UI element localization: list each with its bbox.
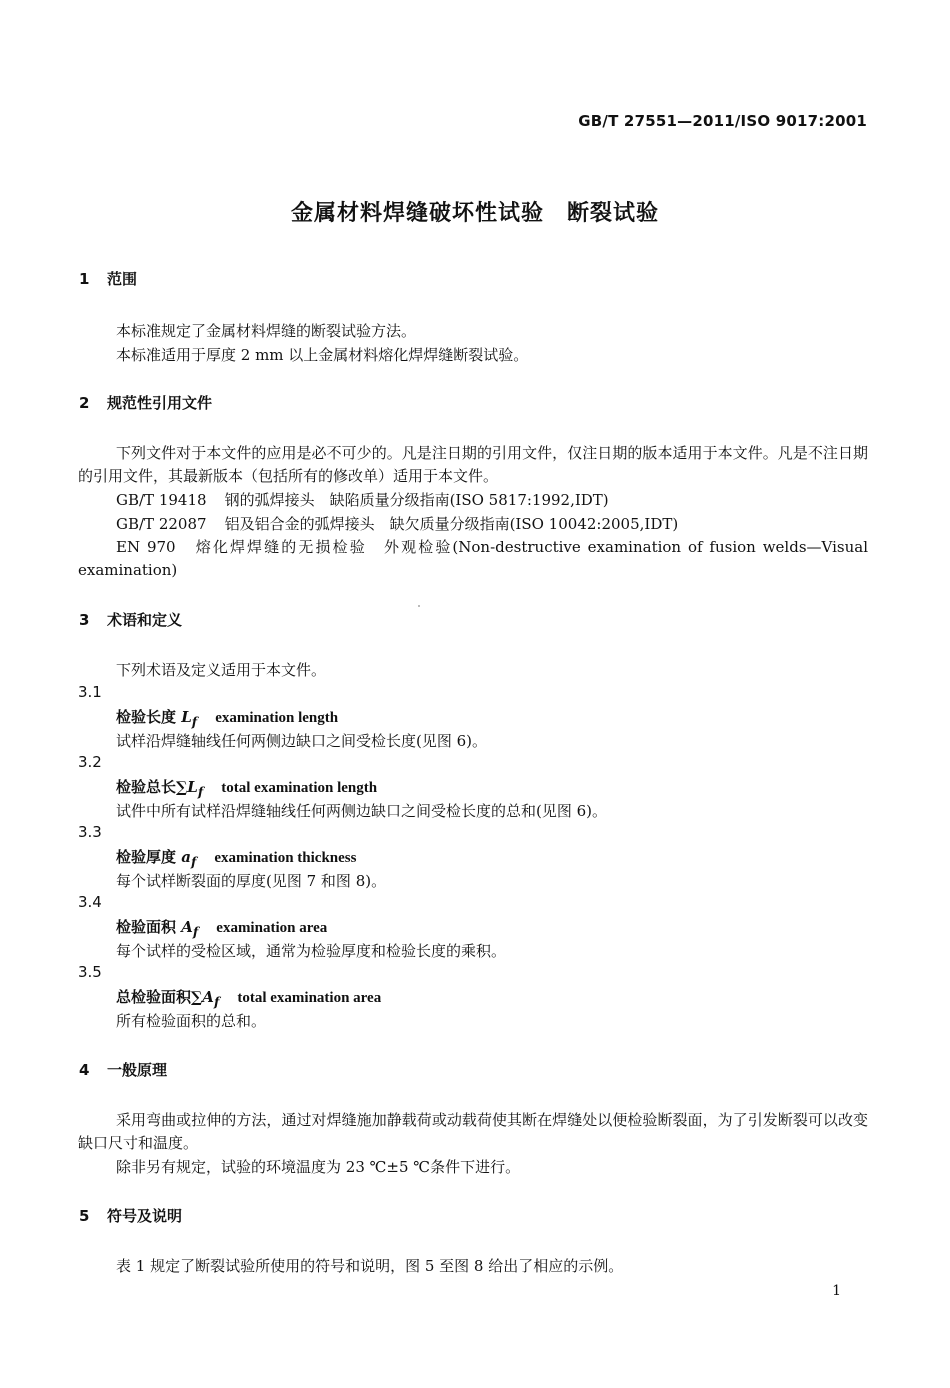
section-title: 符号及说明 — [107, 1207, 183, 1225]
reference-item — [116, 489, 609, 510]
term-heading — [116, 776, 377, 799]
paragraph: 本标准适用于厚度 2 mm 以上金属材料熔化焊焊缝断裂试验。 — [116, 346, 529, 364]
section-2-heading — [79, 392, 212, 413]
section-5-heading — [79, 1205, 182, 1226]
term-symbol-subscript: f — [191, 714, 198, 729]
standard-number: GB/T 27551—2011/ISO 9017:2001 — [578, 112, 867, 130]
term-cn: 检验面积 — [116, 918, 177, 936]
term-en: examination thickness — [214, 850, 357, 866]
reference-code: GB/T 22087 — [116, 515, 207, 533]
term-symbol-subscript: f — [192, 924, 199, 939]
reference-item — [78, 536, 868, 582]
reference-title: 钢的弧焊接头 缺陷质量分级指南(ISO 5817:1992,IDT) — [224, 491, 609, 509]
term-number: 3.4 — [78, 893, 102, 911]
term-definition: 试样沿焊缝轴线任何两侧边缺口之间受检长度(见图 6)。 — [116, 732, 488, 750]
term-en: total examination area — [237, 990, 382, 1006]
term-en: total examination length — [221, 780, 378, 796]
term-symbol-subscript: f — [213, 994, 220, 1009]
section-title: 范围 — [107, 270, 138, 288]
paragraph: 表 1 规定了断裂试验所使用的符号和说明，图 5 至图 8 给出了相应的示例。 — [116, 1257, 624, 1275]
section-3-heading — [79, 609, 182, 630]
term-heading — [116, 846, 356, 869]
term-definition: 试件中所有试样沿焊缝轴线任何两侧边缺口之间受检长度的总和(见图 6)。 — [116, 802, 608, 820]
reference-code: EN 970 — [116, 538, 176, 556]
term-symbol-subscript: f — [197, 784, 204, 799]
section-number: 1 — [79, 270, 90, 288]
term-symbol: ∑L — [176, 778, 198, 796]
paragraph: 下列文件对于本文件的应用是必不可少的。凡是注日期的引用文件，仅注日期的版本适用于本文件。凡是不注日期的引用文件，其最新版本（包括所有的修改单）适用于本文件。 — [78, 444, 868, 485]
document-title: 金属材料焊缝破坏性试验 断裂试验 — [290, 201, 659, 226]
term-cn: 检验总长 — [116, 778, 177, 796]
term-cn: 总检验面积 — [116, 988, 192, 1006]
term-definition: 每个试样断裂面的厚度(见图 7 和图 8)。 — [116, 872, 387, 890]
term-definition: 所有检验面积的总和。 — [116, 1012, 267, 1030]
reference-code: GB/T 19418 — [116, 491, 207, 509]
term-heading — [116, 986, 381, 1009]
term-number: 3.2 — [78, 753, 102, 771]
paragraph: 本标准规定了金属材料焊缝的断裂试验方法。 — [116, 322, 417, 340]
term-en: examination area — [216, 920, 328, 936]
term-symbol-subscript: f — [190, 854, 197, 869]
term-number: 3.1 — [78, 683, 102, 701]
section-1-heading — [79, 268, 137, 289]
reference-title: 熔化焊焊缝的无损检验 外观检验(Non-destructive examination of fusion welds—Visual examination) — [78, 538, 868, 579]
term-cn: 检验厚度 — [116, 848, 177, 866]
term-symbol: L — [181, 708, 192, 726]
section-title: 规范性引用文件 — [107, 394, 213, 412]
section-title: 一般原理 — [107, 1061, 168, 1079]
section-4-heading — [79, 1059, 167, 1080]
page-number: 1 — [832, 1283, 841, 1299]
section-number: 4 — [79, 1061, 90, 1079]
term-symbol: A — [181, 918, 193, 936]
term-en: examination length — [215, 710, 339, 726]
term-number: 3.5 — [78, 963, 102, 981]
reference-item — [116, 513, 678, 534]
term-heading — [116, 706, 338, 729]
paragraph: 采用弯曲或拉伸的方法，通过对焊缝施加静载荷或动载荷使其断在焊缝处以便检验断裂面，为了引发断裂可以改变缺口尺寸和温度。 — [78, 1111, 868, 1152]
scan-speck — [418, 605, 420, 607]
term-cn: 检验长度 — [116, 708, 177, 726]
reference-title: 铝及铝合金的弧焊接头 缺欠质量分级指南(ISO 10042:2005,IDT) — [224, 515, 679, 533]
paragraph: 除非另有规定，试验的环境温度为 23 ℃±5 ℃条件下进行。 — [116, 1158, 521, 1176]
term-symbol: a — [181, 848, 191, 866]
term-number: 3.3 — [78, 823, 102, 841]
term-heading — [116, 916, 327, 939]
term-symbol: ∑A — [191, 988, 214, 1006]
section-number: 3 — [79, 611, 90, 629]
paragraph: 下列术语及定义适用于本文件。 — [116, 661, 327, 679]
section-number: 2 — [79, 394, 90, 412]
section-number: 5 — [79, 1207, 90, 1225]
term-definition: 每个试样的受检区域，通常为检验厚度和检验长度的乘积。 — [116, 942, 507, 960]
section-title: 术语和定义 — [107, 611, 183, 629]
